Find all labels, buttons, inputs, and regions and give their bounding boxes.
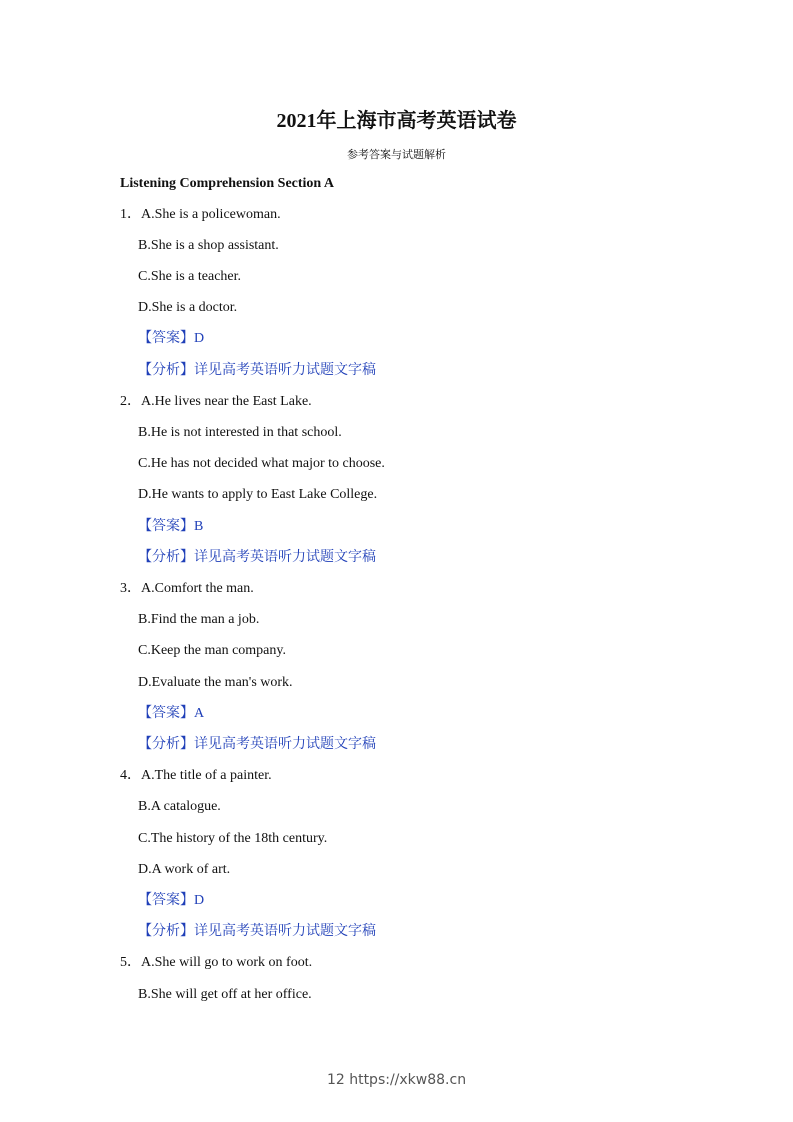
question-option-a: 3．A.Comfort the man. [120,581,254,596]
analysis-line: 【分析】详见高考英语听力试题文字稿 [138,363,376,378]
question-option-c: C.The history of the 18th century. [138,831,328,846]
question-number: 2． [120,394,141,409]
question-option-c: C.Keep the man company. [138,643,286,658]
question-option-b: B.He is not interested in that school. [138,425,342,440]
analysis-line: 【分析】详见高考英语听力试题文字稿 [138,550,376,565]
analysis-line: 【分析】详见高考英语听力试题文字稿 [138,737,376,752]
question-number: 1． [120,207,141,222]
question-option-a: 2．A.He lives near the East Lake. [120,394,312,409]
question-option-a: 5．A.She will go to work on foot. [120,955,313,970]
question-option-b: B.Find the man a job. [138,612,260,627]
answer-line: 【答案】B [138,519,204,534]
question-number: 3． [120,581,141,596]
question-option-d: D.He wants to apply to East Lake College. [138,487,378,502]
answer-line: 【答案】D [138,331,205,346]
answer-line: 【答案】D [138,893,205,908]
section-heading: Listening Comprehension Section A [120,176,335,191]
analysis-line: 【分析】详见高考英语听力试题文字稿 [138,924,376,939]
question-option-b: B.A catalogue. [138,799,221,814]
page-footer: 12 https://xkw88.cn [326,1072,467,1088]
question-option-b: B.She will get off at her office. [138,987,312,1002]
question-option-a: 1．A.She is a policewoman. [120,207,281,222]
question-option-b: B.She is a shop assistant. [138,238,279,253]
answer-line: 【答案】A [138,706,205,721]
question-number: 5． [120,955,141,970]
question-option-d: D.Evaluate the man's work. [138,675,293,690]
question-option-c: C.She is a teacher. [138,269,242,284]
question-option-a: 4．A.The title of a painter. [120,768,272,783]
question-option-c: C.He has not decided what major to choose. [138,456,385,471]
question-option-d: D.A work of art. [138,862,231,877]
page-title: 2021年上海市高考英语试卷 [276,110,517,132]
page-subtitle: 参考答案与试题解析 [347,149,446,161]
question-option-d: D.She is a doctor. [138,300,238,315]
question-number: 4． [120,768,141,783]
